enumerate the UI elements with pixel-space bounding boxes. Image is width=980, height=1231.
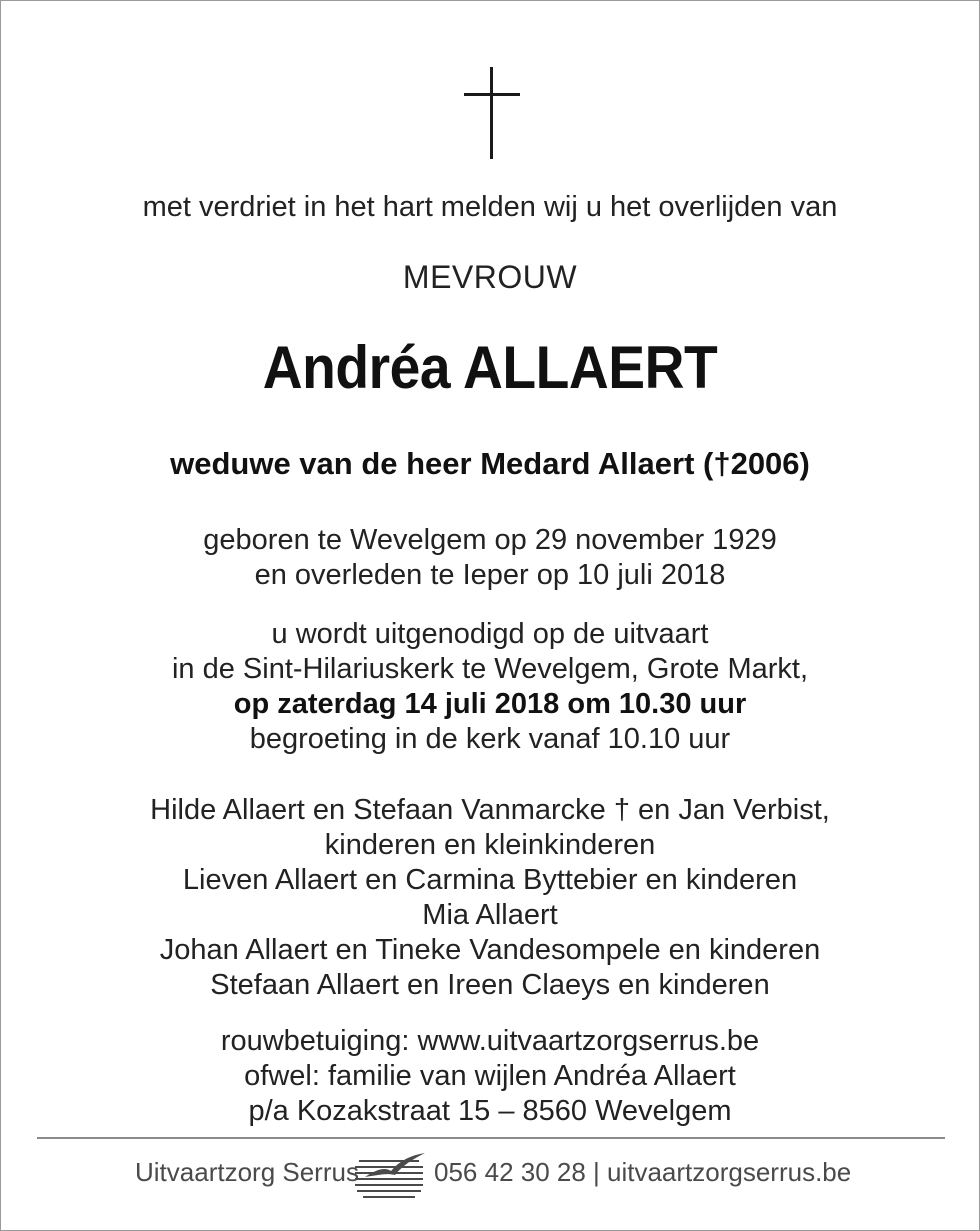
condolence-alt: ofwel: familie van wijlen Andréa Allaert — [244, 1060, 736, 1092]
death-line: en overleden te Ieper op 10 juli 2018 — [254, 559, 726, 591]
seagull-waves-logo-icon — [353, 1147, 425, 1205]
family-line: Hilde Allaert en Stefaan Vanmarcke † en Jan Verbist, — [150, 794, 830, 826]
birth-line: geboren te Wevelgem op 29 november 1929 — [203, 524, 777, 556]
funeral-date-line: op zaterdag 14 juli 2018 om 10.30 uur — [233, 688, 747, 720]
family-line: Mia Allaert — [422, 899, 558, 931]
invite-line: u wordt uitgenodigd op de uitvaart — [271, 618, 709, 650]
intro-text: met verdriet in het hart melden wij u het overlijden van — [142, 191, 838, 223]
family-line: Johan Allaert en Tineke Vandesompele en kinderen — [159, 934, 821, 966]
contact-info: 056 42 30 28 | uitvaartzorgserrus.be — [434, 1157, 852, 1187]
honorific: MEVROUW — [402, 259, 578, 295]
greeting-line: begroeting in de kerk vanaf 10.10 uur — [249, 723, 731, 755]
funeral-home-name: Uitvaartzorg Serrus — [135, 1157, 359, 1187]
widow-line: weduwe van de heer Medard Allaert (†2006) — [170, 446, 810, 481]
family-line: kinderen en kleinkinderen — [324, 829, 656, 861]
condolence-website: rouwbetuiging: www.uitvaartzorgserrus.be — [220, 1025, 760, 1057]
family-line: Lieven Allaert en Carmina Byttebier en kinderen — [182, 864, 798, 896]
family-line: Stefaan Allaert en Ireen Claeys en kinderen — [210, 969, 770, 1001]
condolence-address: p/a Kozakstraat 15 – 8560 Wevelgem — [248, 1095, 732, 1127]
deceased-name: Andréa ALLAERT — [262, 334, 718, 401]
cross-icon — [464, 67, 520, 159]
footer-divider — [37, 1137, 945, 1139]
footer — [1, 1141, 979, 1211]
church-line: in de Sint-Hilariuskerk te Wevelgem, Grote Markt, — [171, 653, 809, 685]
